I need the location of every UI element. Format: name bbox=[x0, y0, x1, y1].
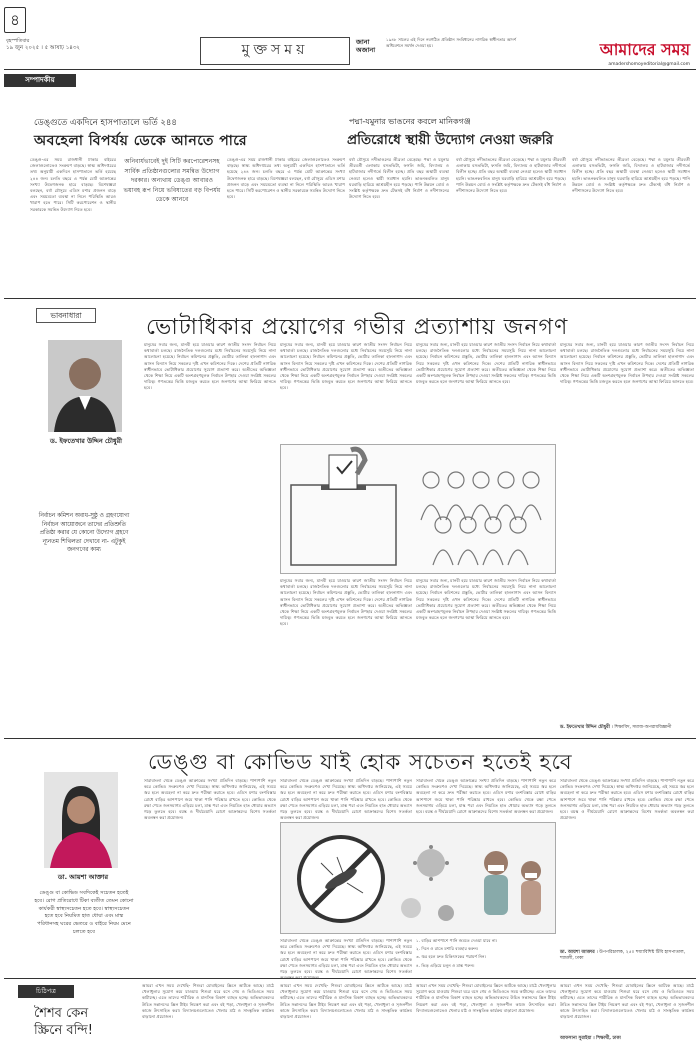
opinion-label: ভাবনাধারা bbox=[36, 308, 96, 323]
mosquito-virus-icon bbox=[281, 823, 557, 935]
masthead-text: আমাদের সময় bbox=[599, 40, 690, 59]
opinion2-credit-name: ডা. আয়শা আক্তার bbox=[560, 950, 595, 955]
opinion1-col3-bottom bbox=[416, 578, 556, 722]
opinion1-col3 bbox=[416, 342, 556, 440]
opinion2-col2-bottom bbox=[280, 938, 412, 981]
letters-label: চিঠিপত্র bbox=[18, 985, 74, 998]
tip-item: ২. দিনে ও রাতে মশারি ব্যবহার করুন। bbox=[416, 946, 479, 952]
letters-body: আমরা এখন সময় দেখেছি- শিশুরা মোবাইলের স্ক্রিনে আটকে আছে। মাঠে খেলাধুলার সুযোগ কমে যাওয়ায় শিশুরা ঘরে বসে গেম ও ভিডিওতে সময় কাটাচ্ছে। এতে তাদের শারীরিক ও মানসিক বিকাশ ব্যাহত হচ্ছে। অভিভাবকদের উচিত সন্তানদের স্ক্রিন টাইম নিয়ন্ত্রণ করা এবং বই পড়া, খেলাধুলা ও সৃজনশীল কাজে উৎসাহিত করা। বিদ্যালয়গুলোতেও খেলার মাঠ ও সাংস্কৃতিক কার্যক্রম বাড়ানো প্রয়োজন। bbox=[142, 983, 274, 1020]
opinion1-author: ড. ইফতেখার উদ্দিন চৌধুরী bbox=[49, 437, 123, 445]
opinion2-tips bbox=[416, 938, 556, 971]
jana-ojana-label: জানা অজানা bbox=[356, 38, 376, 54]
editorial-left-body-cont bbox=[227, 157, 345, 267]
opinion2-body: সারাবাংলা থেকে ডেঙ্গু আক্রান্তের সংখ্যা প্রতিদিন বাড়ছে। পাশাপাশি নতুন করে কোভিড সংক্রমণও দেখা দিয়েছে। স্বাস্থ্য অধিদপ্তর জানিয়েছে, এই সময়ে জ্বর হলে অবহেলা না করে দ্রুত পরীক্ষা করাতে হবে। এডিস মশার বংশবিস্তার রোধে বাড়ির আশপাশে জমে থাকা পানি পরিষ্কার রাখতে হবে। কোভিড থেকে রক্ষা পেতে জনসমাগম এড়িয়ে চলা, মাস্ক পরা এবং নিয়মিত হাত ধোয়ার অভ্যাস গড়ে তুলতে হবে। বয়স্ক ও দীর্ঘমেয়াদি রোগে আক্রান্তদের বিশেষ সতর্কতা অবলম্বন করা প্রয়োজন। bbox=[144, 778, 276, 821]
editorial-bottom-rule bbox=[4, 298, 696, 299]
letters-body-2: আমরা এখন সময় দেখেছি- শিশুরা মোবাইলের স্ক্রিনে আটকে আছে। মাঠে খেলাধুলার সুযোগ কমে যাওয়ায় শিশুরা ঘরে বসে গেম ও ভিডিওতে সময় কাটাচ্ছে। এতে তাদের শারীরিক ও মানসিক বিকাশ ব্যাহত হচ্ছে। অভিভাবকদের উচিত সন্তানদের স্ক্রিন টাইম নিয়ন্ত্রণ করা এবং বই পড়া, খেলাধুলা ও সৃজনশীল কাজে উৎসাহিত করা। বিদ্যালয়গুলোতেও খেলার মাঠ ও সাংস্কৃতিক কার্যক্রম বাড়ানো প্রয়োজন। bbox=[280, 983, 412, 1020]
author-photo bbox=[48, 340, 122, 432]
health-illustration bbox=[280, 822, 556, 934]
editorial-right-body-3: বর্ষা মৌসুমে নদীভাঙনের তীব্রতা বেড়েছে। পদ্মা ও যমুনার তীরবর্তী এলাকায় বসতভিটা, ফসলি জমি, বিদ্যালয় ও হাটবাজার নদীগর্ভে বিলীন হচ্ছে। প্রতি বছর অস্থায়ী ব্যবস্থা নেওয়া হলেও স্থায়ী সমাধান হয়নি। ভাঙনকবলিত মানুষ ঘরবাড়ি হারিয়ে আশ্রয়হীন হয়ে পড়ছে। পানি উন্নয়ন বোর্ড ও সংশ্লিষ্ট কর্তৃপক্ষকে দ্রুত টেকসই বাঁধ নির্মাণ ও নদীশাসনের উদ্যোগ নিতে হবে। bbox=[572, 157, 690, 194]
ballot-box-icon bbox=[281, 445, 557, 575]
page-number: ৪ bbox=[10, 11, 20, 29]
opinion2-col4 bbox=[560, 778, 694, 948]
opinion2-pull-quote: ডেঙ্গু বা কোভিড সবদিকেই সচেতন হতেই হবে। রোগ প্রতিরোধে টিকা ব্যতীত তেমন কোনো কার্যকরী স্বাস্থ্যসচেতন হতে হবে। স্বাস্থ্যসচেতন হতে হবে নিয়মিত হাত ধোয়া এবং মাস্ক পরিধানসহ ঘরের ভেতরে ও বাইরে নিয়ম মেনে চলতে হবে bbox=[34, 890, 134, 935]
section-title: মুক্তসময় bbox=[241, 42, 309, 58]
letters-section bbox=[4, 978, 696, 1046]
opinion2-col2 bbox=[280, 778, 412, 821]
opinion2-body-3: সারাবাংলা থেকে ডেঙ্গু আক্রান্তের সংখ্যা প্রতিদিন বাড়ছে। পাশাপাশি নতুন করে কোভিড সংক্রমণও দেখা দিয়েছে। স্বাস্থ্য অধিদপ্তর জানিয়েছে, এই সময়ে জ্বর হলে অবহেলা না করে দ্রুত পরীক্ষা করাতে হবে। এডিস মশার বংশবিস্তার রোধে বাড়ির আশপাশে জমে থাকা পানি পরিষ্কার রাখতে হবে। কোভিড থেকে রক্ষা পেতে জনসমাগম এড়িয়ে চলা, মাস্ক পরা এবং নিয়মিত হাত ধোয়ার অভ্যাস গড়ে তুলতে হবে। বয়স্ক ও দীর্ঘমেয়াদি রোগে আক্রান্তদের বিশেষ সতর্কতা অবলম্বন করা প্রয়োজন। bbox=[416, 778, 556, 815]
opinion1-pull-quote: নির্বাচন কমিশন অবাধ-সুষ্ঠু ও গ্রহণযোগ্য নির্বাচন আয়োজনে তাদের প্রতিশ্রুতি প্রতিষ্ঠা করার যে কোনো উদ্যোগ গ্রহণে ন্যূনতম শিথিলতা দেখাবে না- এটুকুই জনগণের কাম্য bbox=[38, 513, 130, 553]
opinion1-body: মানুষের সবার জন্য, মানবী হয়ে যাওয়ার কারণ জাতীয় সংসদ নির্বাচন নিয়ে কথাবার্তা চলছে। রাজনৈতিক দলগুলোর মধ্যে নির্বাচনের সময়সূচি নিয়ে নানা আলোচনা হয়েছে। নির্বাচন কমিশনের প্রস্তুতি, ভোটার তালিকা হালনাগাদ এবং আসন বিন্যাস নিয়ে সকলের দৃষ্টি এখন কমিশনের দিকে। দেশের প্রতিটি নাগরিক স্বাধীনভাবে ভোটাধিকার প্রয়োগের সুযোগ প্রত্যাশা করে। অতীতের অভিজ্ঞতা থেকে শিক্ষা নিয়ে একটি অংশগ্রহণমূলক নির্বাচন উপহার দেওয়া সংশ্লিষ্ট সকলের দায়িত্ব। গণতন্ত্রের ভিত্তি মজবুত করতে হলে জনগণের আস্থা ফিরিয়ে আনতে হবে। bbox=[144, 342, 276, 391]
opinion2-credit-role: উপপরিচালক, ২৫০ শয্যাবিশিষ্ট টিবি হাসপাতাল, শ্যামলী, ঢাকা bbox=[560, 950, 686, 961]
editorial-left-pull-quote: অনিবার্যভাবেই দুই সিটি করপোরেশনসহ সার্বিক প্রতিষ্ঠানগুলোর সমন্বিত উদ্যোগ দরকার। অন্যথায় ডেঙ্গু আবারও ভয়াবহ রূপ নিয়ে ভবিষ্যতের বড় বিপর্যয় ডেকে আনবে bbox=[123, 158, 221, 203]
editorial-right-headline: প্রতিরোধে স্থায়ী উদ্যোগ নেওয়া জরুরি bbox=[347, 132, 554, 148]
opinion1-col2 bbox=[280, 342, 412, 440]
opinion1-col4 bbox=[560, 342, 694, 722]
opinion1-body-5: মানুষের সবার জন্য, মানবী হয়ে যাওয়ার কারণ জাতীয় সংসদ নির্বাচন নিয়ে কথাবার্তা চলছে। রাজনৈতিক দলগুলোর মধ্যে নির্বাচনের সময়সূচি নিয়ে নানা আলোচনা হয়েছে। নির্বাচন কমিশনের প্রস্তুতি, ভোটার তালিকা হালনাগাদ এবং আসন বিন্যাস নিয়ে সকলের দৃষ্টি এখন কমিশনের দিকে। দেশের প্রতিটি নাগরিক স্বাধীনভাবে ভোটাধিকার প্রয়োগের সুযোগ প্রত্যাশা করে। অতীতের অভিজ্ঞতা থেকে শিক্ষা নিয়ে একটি অংশগ্রহণমূলক নির্বাচন উপহার দেওয়া সংশ্লিষ্ট সকলের দায়িত্ব। গণতন্ত্রের ভিত্তি মজবুত করতে হলে জনগণের আস্থা ফিরিয়ে আনতে হবে। bbox=[280, 578, 412, 627]
author-portrait-icon bbox=[48, 340, 122, 432]
opinion1-body-3: মানুষের সবার জন্য, মানবী হয়ে যাওয়ার কারণ জাতীয় সংসদ নির্বাচন নিয়ে কথাবার্তা চলছে। রাজনৈতিক দলগুলোর মধ্যে নির্বাচনের সময়সূচি নিয়ে নানা আলোচনা হয়েছে। নির্বাচন কমিশনের প্রস্তুতি, ভোটার তালিকা হালনাগাদ এবং আসন বিন্যাস নিয়ে সকলের দৃষ্টি এখন কমিশনের দিকে। দেশের প্রতিটি নাগরিক স্বাধীনভাবে ভোটাধিকার প্রয়োগের সুযোগ প্রত্যাশা করে। অতীতের অভিজ্ঞতা থেকে শিক্ষা নিয়ে একটি অংশগ্রহণমূলক নির্বাচন উপহার দেওয়া সংশ্লিষ্ট সকলের দায়িত্ব। গণতন্ত্রের ভিত্তি মজবুত করতে হলে জনগণের আস্থা ফিরিয়ে আনতে হবে। bbox=[416, 342, 556, 385]
opinion1-credit-name: ড. ইফতেখার উদ্দিন চৌধুরী bbox=[560, 725, 610, 730]
opinion-section-2 bbox=[4, 742, 696, 981]
editorial-left-kicker: ডেঙ্গুতে একদিনে হাসপাতালে ভর্তি ২৪৪ bbox=[34, 118, 177, 128]
letters-signature: আফসানা সুরাইয়া । শিক্ষার্থী, ঢাকা bbox=[560, 1036, 621, 1041]
opinion2-author-credit: ডা. আয়শা আক্তার । উপপরিচালক, ২৫০ শয্যাবিশিষ্ট টিবি হাসপাতাল, শ্যামলী, ঢাকা bbox=[560, 950, 686, 961]
header-rule bbox=[4, 69, 696, 70]
opinion2-body-2: সারাবাংলা থেকে ডেঙ্গু আক্রান্তের সংখ্যা প্রতিদিন বাড়ছে। পাশাপাশি নতুন করে কোভিড সংক্রমণও দেখা দিয়েছে। স্বাস্থ্য অধিদপ্তর জানিয়েছে, এই সময়ে জ্বর হলে অবহেলা না করে দ্রুত পরীক্ষা করাতে হবে। এডিস মশার বংশবিস্তার রোধে বাড়ির আশপাশে জমে থাকা পানি পরিষ্কার রাখতে হবে। কোভিড থেকে রক্ষা পেতে জনসমাগম এড়িয়ে চলা, মাস্ক পরা এবং নিয়মিত হাত ধোয়ার অভ্যাস গড়ে তুলতে হবে। বয়স্ক ও দীর্ঘমেয়াদি রোগে আক্রান্তদের বিশেষ সতর্কতা অবলম্বন করা প্রয়োজন। bbox=[280, 778, 412, 821]
opinion2-col3 bbox=[416, 778, 556, 818]
opinion1-col2-bottom bbox=[280, 578, 412, 722]
editorial-section bbox=[4, 74, 696, 300]
letters-body-3: আমরা এখন সময় দেখেছি- শিশুরা মোবাইলের স্ক্রিনে আটকে আছে। মাঠে খেলাধুলার সুযোগ কমে যাওয়ায় শিশুরা ঘরে বসে গেম ও ভিডিওতে সময় কাটাচ্ছে। এতে তাদের শারীরিক ও মানসিক বিকাশ ব্যাহত হচ্ছে। অভিভাবকদের উচিত সন্তানদের স্ক্রিন টাইম নিয়ন্ত্রণ করা এবং বই পড়া, খেলাধুলা ও সৃজনশীল কাজে উৎসাহিত করা। বিদ্যালয়গুলোতেও খেলার মাঠ ও সাংস্কৃতিক কার্যক্রম বাড়ানো প্রয়োজন। bbox=[416, 983, 556, 1013]
editorial-left-body: ডেঙ্গু-এর সময় রাজধানী ঢাকার বাইরের জেলাগুলোতেও সংক্রমণ বাড়ছে। স্বাস্থ্য অধিদপ্তরের তথ্য অনুযায়ী একদিনে হাসপাতালে ভর্তি হয়েছে ২৪৪ জন। চলতি বছরে এ পর্যন্ত মোট আক্রান্তের সংখ্যা উদ্বেগজনক হারে বাড়ছে। বিশেষজ্ঞরা বলছেন, বর্ষা মৌসুমে এডিস মশার প্রজনন বাড়ে এবং সময়মতো ব্যবস্থা না নিলে পরিস্থিতি আরও খারাপ হতে পারে। সিটি করপোরেশন ও স্থানীয় সরকারকে সমন্বিত উদ্যোগ নিতে হবে। bbox=[30, 157, 116, 212]
editorial-left-body-text: ডেঙ্গু-এর সময় রাজধানী ঢাকার বাইরের জেলাগুলোতেও সংক্রমণ বাড়ছে। স্বাস্থ্য অধিদপ্তরের তথ্য অনুযায়ী একদিনে হাসপাতালে ভর্তি হয়েছে ২৪৪ জন। চলতি বছরে এ পর্যন্ত মোট আক্রান্তের সংখ্যা উদ্বেগজনক হারে বাড়ছে। বিশেষজ্ঞরা বলছেন, বর্ষা মৌসুমে এডিস মশার প্রজনন বাড়ে এবং সময়মতো ব্যবস্থা না নিলে পরিস্থিতি আরও খারাপ হতে পারে। সিটি করপোরেশন ও স্থানীয় সরকারকে সমন্বিত উদ্যোগ নিতে হবে। bbox=[227, 157, 345, 200]
opinion2-col1 bbox=[144, 778, 276, 968]
editorial-right-col1 bbox=[349, 157, 449, 267]
opinion1-body-6: মানুষের সবার জন্য, মানবী হয়ে যাওয়ার কারণ জাতীয় সংসদ নির্বাচন নিয়ে কথাবার্তা চলছে। রাজনৈতিক দলগুলোর মধ্যে নির্বাচনের সময়সূচি নিয়ে নানা আলোচনা হয়েছে। নির্বাচন কমিশনের প্রস্তুতি, ভোটার তালিকা হালনাগাদ এবং আসন বিন্যাস নিয়ে সকলের দৃষ্টি এখন কমিশনের দিকে। দেশের প্রতিটি নাগরিক স্বাধীনভাবে ভোটাধিকার প্রয়োগের সুযোগ প্রত্যাশা করে। অতীতের অভিজ্ঞতা থেকে শিক্ষা নিয়ে একটি অংশগ্রহণমূলক নির্বাচন উপহার দেওয়া সংশ্লিষ্ট সকলের দায়িত্ব। গণতন্ত্রের ভিত্তি মজবুত করতে হলে জনগণের আস্থা ফিরিয়ে আনতে হবে। bbox=[416, 578, 556, 621]
author-photo-2 bbox=[44, 772, 118, 868]
letters-col4 bbox=[560, 983, 694, 1033]
editorial-right-kicker: পদ্মা-যমুনার ভাঙনের কবলে মানিকগঞ্জ bbox=[349, 117, 471, 126]
letters-col3 bbox=[416, 983, 556, 1043]
opinion1-headline: ভোটাধিকার প্রয়োগের গভীর প্রত্যাশায় জনগণ bbox=[146, 315, 569, 340]
opinion2-author: ডা. আয়শা আক্তার bbox=[57, 873, 109, 881]
ballot-illustration bbox=[280, 444, 556, 574]
editorial-right-body: বর্ষা মৌসুমে নদীভাঙনের তীব্রতা বেড়েছে। পদ্মা ও যমুনার তীরবর্তী এলাকায় বসতভিটা, ফসলি জমি, বিদ্যালয় ও হাটবাজার নদীগর্ভে বিলীন হচ্ছে। প্রতি বছর অস্থায়ী ব্যবস্থা নেওয়া হলেও স্থায়ী সমাধান হয়নি। ভাঙনকবলিত মানুষ ঘরবাড়ি হারিয়ে আশ্রয়হীন হয়ে পড়ছে। পানি উন্নয়ন বোর্ড ও সংশ্লিষ্ট কর্তৃপক্ষকে দ্রুত টেকসই বাঁধ নির্মাণ ও নদীশাসনের উদ্যোগ নিতে হবে। bbox=[349, 157, 449, 200]
header-date: ১৯ জুন ২০২৫ । ৫ আষাঢ় ১৪৩২ bbox=[6, 45, 80, 51]
opinion1-col1 bbox=[144, 342, 276, 722]
masthead-logo bbox=[540, 40, 690, 60]
tip-item: ৩. জ্বর হলে দ্রুত চিকিৎসকের পরামর্শ নিন। bbox=[416, 954, 487, 960]
page-number-box bbox=[4, 7, 26, 33]
letters-col2 bbox=[280, 983, 412, 1043]
opinion1-body-2: মানুষের সবার জন্য, মানবী হয়ে যাওয়ার কারণ জাতীয় সংসদ নির্বাচন নিয়ে কথাবার্তা চলছে। রাজনৈতিক দলগুলোর মধ্যে নির্বাচনের সময়সূচি নিয়ে নানা আলোচনা হয়েছে। নির্বাচন কমিশনের প্রস্তুতি, ভোটার তালিকা হালনাগাদ এবং আসন বিন্যাস নিয়ে সকলের দৃষ্টি এখন কমিশনের দিকে। দেশের প্রতিটি নাগরিক স্বাধীনভাবে ভোটাধিকার প্রয়োগের সুযোগ প্রত্যাশা করে। অতীতের অভিজ্ঞতা থেকে শিক্ষা নিয়ে একটি অংশগ্রহণমূলক নির্বাচন উপহার দেওয়া সংশ্লিষ্ট সকলের দায়িত্ব। গণতন্ত্রের ভিত্তি মজবুত করতে হলে জনগণের আস্থা ফিরিয়ে আনতে হবে। bbox=[280, 342, 412, 391]
opinion2-headline: ডেঙ্গু বা কোভিড যাই হোক সচেতন হতেই হবে bbox=[148, 750, 573, 774]
opinion2-body-4: সারাবাংলা থেকে ডেঙ্গু আক্রান্তের সংখ্যা প্রতিদিন বাড়ছে। পাশাপাশি নতুন করে কোভিড সংক্রমণও দেখা দিয়েছে। স্বাস্থ্য অধিদপ্তর জানিয়েছে, এই সময়ে জ্বর হলে অবহেলা না করে দ্রুত পরীক্ষা করাতে হবে। এডিস মশার বংশবিস্তার রোধে বাড়ির আশপাশে জমে থাকা পানি পরিষ্কার রাখতে হবে। কোভিড থেকে রক্ষা পেতে জনসমাগম এড়িয়ে চলা, মাস্ক পরা এবং নিয়মিত হাত ধোয়ার অভ্যাস গড়ে তুলতে হবে। বয়স্ক ও দীর্ঘমেয়াদি রোগে আক্রান্তদের বিশেষ সতর্কতা অবলম্বন করা প্রয়োজন। bbox=[560, 778, 694, 821]
letters-body-4: আমরা এখন সময় দেখেছি- শিশুরা মোবাইলের স্ক্রিনে আটকে আছে। মাঠে খেলাধুলার সুযোগ কমে যাওয়ায় শিশুরা ঘরে বসে গেম ও ভিডিওতে সময় কাটাচ্ছে। এতে তাদের শারীরিক ও মানসিক বিকাশ ব্যাহত হচ্ছে। অভিভাবকদের উচিত সন্তানদের স্ক্রিন টাইম নিয়ন্ত্রণ করা এবং বই পড়া, খেলাধুলা ও সৃজনশীল কাজে উৎসাহিত করা। বিদ্যালয়গুলোতেও খেলার মাঠ ও সাংস্কৃতিক কার্যক্রম বাড়ানো প্রয়োজন। bbox=[560, 983, 694, 1020]
opinion2-body-5: সারাবাংলা থেকে ডেঙ্গু আক্রান্তের সংখ্যা প্রতিদিন বাড়ছে। পাশাপাশি নতুন করে কোভিড সংক্রমণও দেখা দিয়েছে। স্বাস্থ্য অধিদপ্তর জানিয়েছে, এই সময়ে জ্বর হলে অবহেলা না করে দ্রুত পরীক্ষা করাতে হবে। এডিস মশার বংশবিস্তার রোধে বাড়ির আশপাশে জমে থাকা পানি পরিষ্কার রাখতে হবে। কোভিড থেকে রক্ষা পেতে জনসমাগম এড়িয়ে চলা, মাস্ক পরা এবং নিয়মিত হাত ধোয়ার অভ্যাস গড়ে তুলতে হবে। বয়স্ক ও দীর্ঘমেয়াদি রোগে আক্রান্তদের বিশেষ সতর্কতা অবলম্বন করা প্রয়োজন। bbox=[280, 938, 412, 981]
jana-ojana-text: ১৯৪৮ সালের এই দিনে নবগঠিত প্রতিষ্ঠান সংবিধানের নাগরিক স্বাধীনতার আদর্শ অধিবেশনে সমর্থন দেওয়া হয়। bbox=[386, 37, 516, 48]
opinion1-credit-role: শিক্ষাবিদ, সমাজ-অপরাধবিজ্ঞানী bbox=[614, 725, 672, 730]
editorial-right-body-2: বর্ষা মৌসুমে নদীভাঙনের তীব্রতা বেড়েছে। পদ্মা ও যমুনার তীরবর্তী এলাকায় বসতভিটা, ফসলি জমি, বিদ্যালয় ও হাটবাজার নদীগর্ভে বিলীন হচ্ছে। প্রতি বছর অস্থায়ী ব্যবস্থা নেওয়া হলেও স্থায়ী সমাধান হয়নি। ভাঙনকবলিত মানুষ ঘরবাড়ি হারিয়ে আশ্রয়হীন হয়ে পড়ছে। পানি উন্নয়ন বোর্ড ও সংশ্লিষ্ট কর্তৃপক্ষকে দ্রুত টেকসই বাঁধ নির্মাণ ও নদীশাসনের উদ্যোগ নিতে হবে। bbox=[456, 157, 566, 194]
editorial-left-headline: অবহেলা বিপর্যয় ডেকে আনতে পারে bbox=[34, 133, 248, 149]
opinion1-body-4: মানুষের সবার জন্য, মানবী হয়ে যাওয়ার কারণ জাতীয় সংসদ নির্বাচন নিয়ে কথাবার্তা চলছে। রাজনৈতিক দলগুলোর মধ্যে নির্বাচনের সময়সূচি নিয়ে নানা আলোচনা হয়েছে। নির্বাচন কমিশনের প্রস্তুতি, ভোটার তালিকা হালনাগাদ এবং আসন বিন্যাস নিয়ে সকলের দৃষ্টি এখন কমিশনের দিকে। দেশের প্রতিটি নাগরিক স্বাধীনভাবে ভোটাধিকার প্রয়োগের সুযোগ প্রত্যাশা করে। অতীতের অভিজ্ঞতা থেকে শিক্ষা নিয়ে একটি অংশগ্রহণমূলক নির্বাচন উপহার দেওয়া সংশ্লিষ্ট সকলের দায়িত্ব। গণতন্ত্রের ভিত্তি মজবুত করতে হলে জনগণের আস্থা ফিরিয়ে আনতে হবে। bbox=[560, 342, 694, 385]
tip-item: ৪. ভিড় এড়িয়ে চলুন ও মাস্ক পরুন। bbox=[416, 962, 475, 968]
opinion-section-1 bbox=[4, 304, 696, 742]
author-portrait-2-icon bbox=[44, 772, 118, 868]
section-title-box bbox=[200, 37, 350, 65]
editorial-right-col2 bbox=[456, 157, 566, 267]
editorial-email: amadershomoyeditorial@gmail.com bbox=[608, 62, 690, 67]
opinion1-author-credit: ড. ইফতেখার উদ্দিন চৌধুরী । শিক্ষাবিদ, সমাজ-অপরাধবিজ্ঞানী bbox=[560, 725, 672, 730]
tip-item: ১. বাড়ির আশপাশে পানি জমতে দেওয়া যাবে না। bbox=[416, 938, 498, 943]
opinion1-bottom-rule bbox=[4, 738, 696, 739]
editorial-right-col3 bbox=[572, 157, 690, 267]
editorial-label: সম্পাদকীয় bbox=[4, 74, 76, 87]
letters-headline: শৈশব কেন স্ক্রিনে বন্দি! bbox=[34, 1006, 93, 1038]
letters-col1 bbox=[142, 983, 274, 1043]
header-day: বৃহস্পতিবার bbox=[6, 38, 30, 44]
